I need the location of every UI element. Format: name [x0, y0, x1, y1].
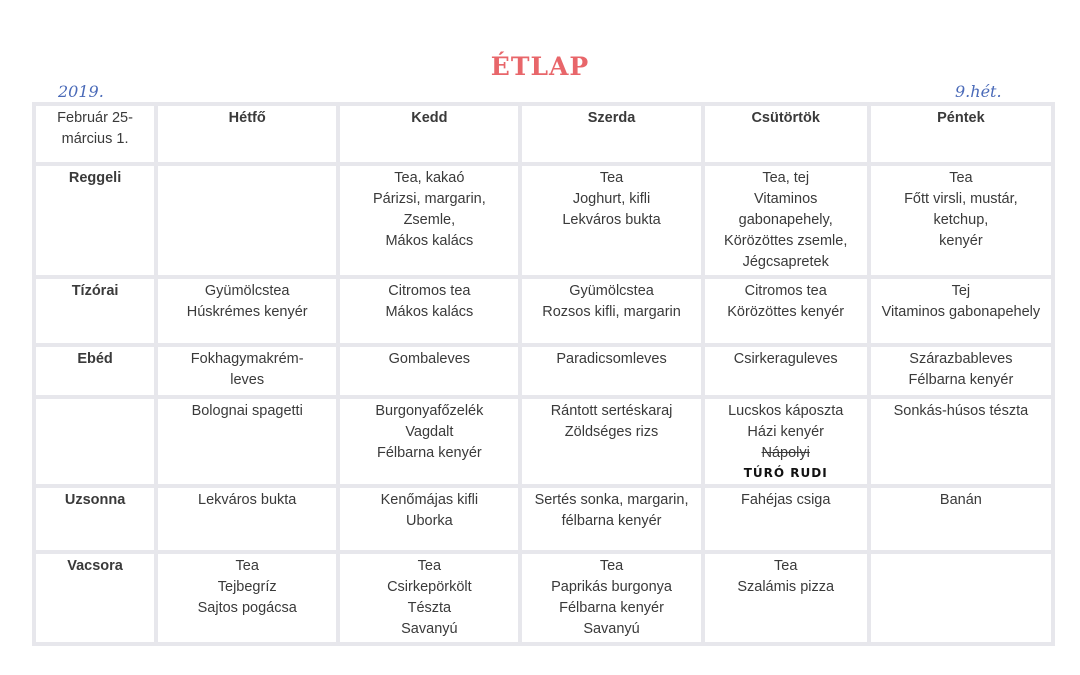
menu-cell: [158, 279, 336, 343]
menu-item-line: félbarna kenyér: [561, 513, 662, 529]
menu-item-line: Citromos tea: [744, 283, 827, 299]
menu-cell: [158, 488, 336, 550]
menu-cell: [522, 488, 700, 550]
page-title: ÉTLAP: [490, 52, 590, 81]
table-header-row: [36, 106, 1051, 162]
menu-table: [32, 102, 1055, 646]
menu-item-line: Tea: [235, 558, 259, 574]
menu-item-line: Körözöttes kenyér: [727, 304, 845, 320]
menu-cell: [340, 279, 518, 343]
menu-item-line: Főtt virsli, mustár,: [904, 191, 1018, 207]
menu-item-line: kenyér: [939, 233, 983, 249]
handwritten-year-note: 2019.: [58, 82, 104, 101]
day-header-csutortok: Csütörtök: [705, 106, 867, 162]
menu-item-line: Tea, tej: [762, 170, 810, 186]
menu-cell: [340, 166, 518, 275]
menu-item-line: Csirkepörkölt: [387, 579, 472, 595]
menu-item-line: Paradicsomleves: [556, 351, 667, 367]
menu-item-line: Félbarna kenyér: [559, 600, 664, 616]
handwritten-week-note: 9.hét.: [955, 82, 1002, 101]
menu-item-line: Tea: [599, 170, 624, 186]
menu-item-line: Tea: [949, 170, 973, 186]
menu-item-line: Gyümölcstea: [569, 283, 654, 299]
menu-item-line: Vitaminos: [754, 191, 818, 207]
meal-row-uzsonna: [36, 488, 1051, 550]
meal-row-reggeli: [36, 166, 1051, 275]
day-header-pentek: Péntek: [871, 106, 1051, 162]
menu-cell: [522, 166, 700, 275]
menu-item-line: Paprikás burgonya: [551, 579, 672, 595]
menu-cell: [871, 166, 1051, 275]
menu-item-line: Csirkeraguleves: [733, 351, 838, 367]
menu-item-line: Gombaleves: [388, 351, 471, 367]
struck-item: Nápolyi: [761, 445, 810, 461]
menu-item-line: Rántott sertéskaraj: [550, 403, 673, 419]
menu-item-line: Uborka: [405, 513, 453, 529]
menu-item-line: Kenőmájas kifli: [380, 492, 479, 508]
menu-cell: [871, 279, 1051, 343]
menu-cell: [705, 166, 867, 275]
menu-item-line: Savanyú: [583, 621, 640, 637]
menu-item-line: Lekváros bukta: [198, 492, 297, 508]
menu-item-line: Házi kenyér: [747, 424, 824, 440]
menu-cell: [340, 347, 518, 395]
menu-item-line: ketchup,: [933, 212, 989, 228]
menu-cell: [340, 399, 518, 484]
day-header-kedd: Kedd: [340, 106, 518, 162]
menu-cell: [340, 554, 518, 642]
day-header-hetfo: Hétfő: [158, 106, 336, 162]
menu-cell: [522, 554, 700, 642]
menu-cell: [158, 166, 336, 275]
menu-item-line: Tea, kakaó: [394, 170, 465, 186]
menu-item-line: Citromos tea: [388, 283, 471, 299]
menu-item-line: Húskrémes kenyér: [186, 304, 308, 320]
menu-cell: [705, 347, 867, 395]
date-range-cell: Február 25- március 1.: [36, 106, 154, 162]
menu-item-line: Félbarna kenyér: [376, 445, 482, 461]
menu-cell: [522, 279, 700, 343]
menu-item-line: Párizsi, margarin,: [372, 191, 486, 207]
meal-label-uzsonna: Uzsonna: [36, 488, 154, 550]
meal-label-reggeli: Reggeli: [36, 166, 154, 275]
menu-cell: [522, 399, 700, 484]
menu-item-line: Gyümölcstea: [204, 283, 290, 299]
menu-cell: [705, 554, 867, 642]
menu-item-line: Körözöttes zsemle,: [724, 233, 848, 249]
meal-row-tizorai: [36, 279, 1051, 343]
menu-item-line: Tea: [774, 558, 798, 574]
menu-item-line: Jégcsapretek: [742, 254, 829, 270]
menu-item-line: Vagdalt: [405, 424, 454, 440]
meal-row-ebed-soup: [36, 347, 1051, 395]
menu-item-line: Tea: [599, 558, 624, 574]
menu-cell: [871, 347, 1051, 395]
menu-cell: [340, 488, 518, 550]
meal-row-ebed-main: [36, 399, 1051, 484]
menu-item-line: Joghurt, kifli: [572, 191, 651, 207]
menu-item-line: Tészta: [407, 600, 452, 616]
menu-item-line: Zsemle,: [403, 212, 456, 228]
meal-row-vacsora: [36, 554, 1051, 642]
menu-cell: [158, 399, 336, 484]
menu-item-line: Tej: [951, 283, 971, 299]
menu-item-line: Tea: [417, 558, 442, 574]
empty-label-cell: [36, 399, 154, 484]
menu-cell: [158, 554, 336, 642]
menu-item-line: Szárazbableves: [909, 351, 1013, 367]
menu-cell: [871, 554, 1051, 642]
menu-cell-thursday-main: [705, 399, 867, 484]
menu-item-line: Sajtos pogácsa: [197, 600, 297, 616]
menu-cell: [705, 279, 867, 343]
menu-item-line: Burgonyafőzelék: [375, 403, 484, 419]
menu-item-line: Rozsos kifli, margarin: [542, 304, 681, 320]
menu-item-line: Félbarna kenyér: [908, 372, 1014, 388]
menu-item-line: Banán: [939, 492, 982, 508]
menu-item-line: gabonapehely,: [738, 212, 833, 228]
menu-item-line: Sonkás-húsos tészta: [893, 403, 1029, 419]
menu-item-line: Bolognai spagetti: [191, 403, 303, 419]
meal-label-ebed: Ebéd: [36, 347, 154, 395]
menu-item-line: Savanyú: [401, 621, 458, 637]
menu-item-line: Lekváros bukta: [562, 212, 661, 228]
menu-item-line: Fokhagymakrém-: [190, 351, 304, 367]
menu-item-line: Zöldséges rizs: [564, 424, 659, 440]
menu-item-line: Tejbegríz: [217, 579, 277, 595]
meal-label-tizorai: Tízórai: [36, 279, 154, 343]
menu-cell: [158, 347, 336, 395]
menu-item-line: Fahéjas csiga: [740, 492, 831, 508]
menu-cell: [871, 488, 1051, 550]
menu-item-line: Mákos kalács: [385, 233, 474, 249]
thursday-main-lines: [709, 401, 863, 443]
menu-item-line: Szalámis pizza: [737, 579, 835, 595]
day-header-szerda: Szerda: [522, 106, 700, 162]
handwritten-replacement: TÚRÓ RUDI: [743, 466, 828, 480]
menu-cell: [871, 399, 1051, 484]
meal-label-vacsora: Vacsora: [36, 554, 154, 642]
menu-item-line: Lucskos káposzta: [728, 403, 844, 419]
menu-item-line: Sertés sonka, margarin,: [534, 492, 689, 508]
menu-item-line: Mákos kalács: [385, 304, 474, 320]
menu-cell: [522, 347, 700, 395]
menu-item-line: Vitaminos gabonapehely: [881, 304, 1041, 320]
menu-item-line: leves: [230, 372, 265, 388]
menu-cell: [705, 488, 867, 550]
